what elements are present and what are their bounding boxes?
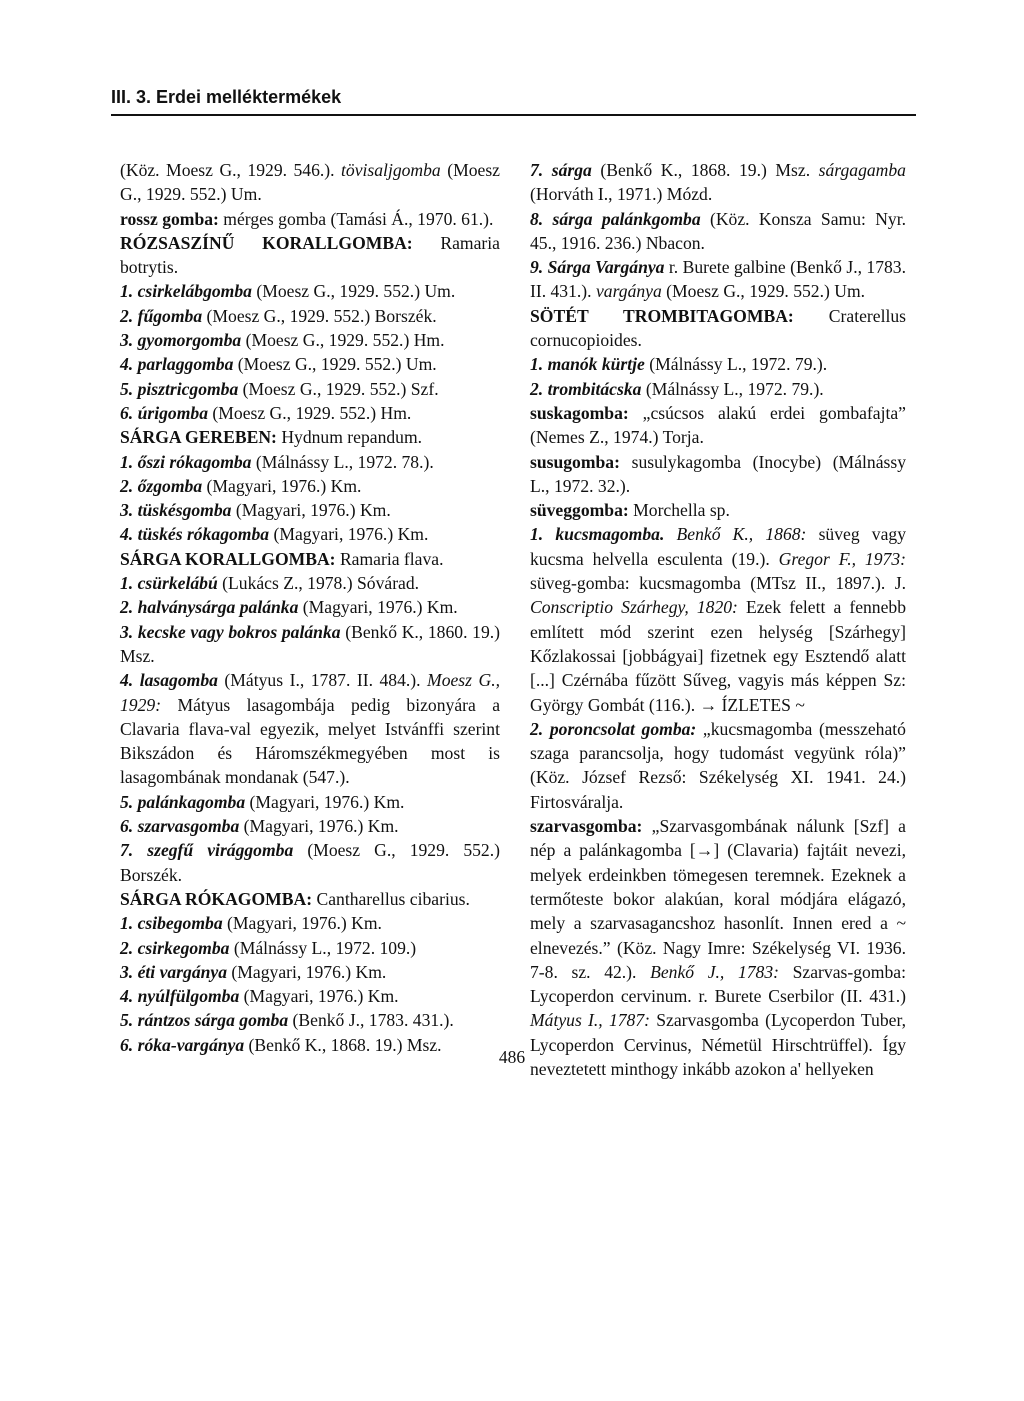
entry-paragraph: 1. manók kürtje (Málnássy L., 1972. 79.).: [530, 354, 828, 375]
entry-paragraph: 1. csibegomba (Magyari, 1976.) Km.: [120, 913, 382, 934]
right-column: [530, 158, 906, 1081]
entry-paragraph: RÓZSASZÍNŰ KORALLGOMBA: Ramaria botrytis.: [120, 232, 500, 278]
entry-paragraph: 2. poroncsolat gomba: „kucsmagomba (messzeható szaga parancsolja, hogy tudomást vegyünk róla)” (Köz. József Rezső: Székelység XI. 1941. 24.) Firtosváralja.: [530, 718, 906, 812]
entry-paragraph: 5. pisztricgomba (Moesz G., 1929. 552.) Szf.: [120, 378, 439, 399]
entry-paragraph: 2. halványsárga palánka (Magyari, 1976.) Km.: [120, 597, 458, 618]
entry-paragraph: szarvasgomba: „Szarvasgombának nálunk [Szf] a nép a palánkagomba [→] (Clavaria) fajtáit nevezi, melyek erdeinkben tömegesen teremnek. Ezeknek a termőteste bokor alakúan, koral módjára elágazó, mely a szarvasagancshoz hasonlít. Innen ered a ~ elnevezés.” (Köz. Nagy Imre: Székelység VI. 1936. 7-8. sz. 42.). Benkő J., 1783: Szarvas-gomba: Lycoperdon cervinum. r. Burete Cserbilor (II. 431.) Mátyus I., 1787: Szarvasgomba (Lycoperdon Tuber, Lycoperdon Cervinus, Németül Hirschtrüffel). Így neveztetett minthogy inkább azokon a' hellyeken: [530, 816, 907, 1079]
entry-paragraph: 1. őszi rókagomba (Málnássy L., 1972. 78.).: [120, 451, 434, 472]
entry-paragraph: 6. szarvasgomba (Magyari, 1976.) Km.: [120, 816, 399, 837]
entry-paragraph: 5. rántzos sárga gomba (Benkő J., 1783. 431.).: [120, 1010, 454, 1031]
entry-paragraph: SÁRGA GEREBEN: Hydnum repandum.: [120, 427, 423, 448]
entry-paragraph: (Köz. Moesz G., 1929. 546.). tövisaljgomba (Moesz G., 1929. 552.) Um.: [120, 160, 500, 205]
entry-paragraph: 2. csirkegomba (Málnássy L., 1972. 109.): [120, 937, 417, 958]
entry-paragraph: 3. tüskésgomba (Magyari, 1976.) Km.: [120, 500, 391, 521]
entry-paragraph: 3. gyomorgomba (Moesz G., 1929. 552.) Hm.: [120, 330, 445, 351]
entry-paragraph: süveggomba: Morchella sp.: [530, 500, 730, 521]
entry-paragraph: 8. sárga palánkgomba (Köz. Konsza Samu: Nyr. 45., 1916. 236.) Nbacon.: [530, 208, 907, 253]
entry-paragraph: 3. éti vargánya (Magyari, 1976.) Km.: [120, 961, 387, 982]
entry-paragraph: 1. kucsmagomba. Benkő K., 1868: süveg vagy kucsma helvella esculenta (19.). Gregor F., 1973: süveg-gomba: kucsmagomba (MTsz II., 1897.). J. Conscriptio Szárhegy, 1820: Ezek felett a fennebb említett mód szerint ezen helység [Szárhegy] Kőzlakossai [jobbágyai] fizetnek egy Esztendő alatt [...] Czérnába fűzött Sűveg, vagyis más képpen Sz: György Gombát (116.). → ÍZLETES ~: [530, 524, 906, 715]
entry-paragraph: 6. úrigomba (Moesz G., 1929. 552.) Hm.: [120, 402, 412, 423]
entry-paragraph: 1. csirkelábgomba (Moesz G., 1929. 552.) Um.: [120, 281, 456, 302]
entry-paragraph: 3. kecske vagy bokros palánka (Benkő K., 1860. 19.) Msz.: [120, 621, 500, 666]
header-rule: [111, 114, 916, 116]
entry-paragraph: SÁRGA RÓKAGOMBA: Cantharellus cibarius.: [120, 888, 470, 909]
entry-paragraph: 7. szegfű virággomba (Moesz G., 1929. 552.) Borszék.: [120, 840, 500, 885]
entry-paragraph: 5. palánkagomba (Magyari, 1976.) Km.: [120, 791, 405, 812]
entry-paragraph: 9. Sárga Vargánya r. Burete galbine (Benkő J., 1783. II. 431.). vargánya (Moesz G., 1929. 552.) Um.: [530, 257, 906, 302]
entry-paragraph: 2. trombitácska (Málnássy L., 1972. 79.).: [530, 378, 824, 399]
entry-paragraph: 2. őzgomba (Magyari, 1976.) Km.: [120, 475, 362, 496]
entry-paragraph: 6. róka-vargánya (Benkő K., 1868. 19.) Msz.: [120, 1034, 442, 1055]
entry-paragraph: SÁRGA KORALLGOMBA: Ramaria flava.: [120, 548, 444, 569]
entry-paragraph: 4. parlaggomba (Moesz G., 1929. 552.) Um.: [120, 354, 437, 375]
entry-paragraph: suskagomba: „csúcsos alakú erdei gombafajta” (Nemes Z., 1974.) Torja.: [530, 402, 906, 448]
entry-paragraph: susugomba: susulykagomba (Inocybe) (Málnássy L., 1972. 32.).: [530, 451, 906, 496]
page-number: 486: [498, 1047, 526, 1067]
entry-paragraph: rossz gomba: mérges gomba (Tamási Á., 1970. 61.).: [120, 208, 494, 229]
entry-paragraph: 4. nyúlfülgomba (Magyari, 1976.) Km.: [120, 986, 399, 1007]
entry-paragraph: 7. sárga (Benkő K., 1868. 19.) Msz. sárgagamba (Horváth I., 1971.) Mózd.: [530, 160, 906, 205]
running-header: [111, 86, 916, 116]
entry-paragraph: 4. lasagomba (Mátyus I., 1787. II. 484.). Moesz G., 1929: Mátyus lasagombája pedig bizonyára a Clavaria flava-val egyezik, melyet Istvánffi szerint Bikszádon és Háromszékmegyében most is lasagombának mondanak (547.).: [120, 670, 501, 788]
entry-paragraph: 2. fűgomba (Moesz G., 1929. 552.) Borszék.: [120, 305, 437, 326]
section-title: III. 3. Erdei melléktermékek: [111, 87, 342, 107]
entry-paragraph: SÖTÉT TROMBITAGOMBA: Craterellus cornucopioides.: [530, 305, 906, 351]
entry-paragraph: 4. tüskés rókagomba (Magyari, 1976.) Km.: [120, 524, 429, 545]
entry-paragraph: 1. csürkelábú (Lukács Z., 1978.) Sóvárad.: [120, 573, 420, 594]
left-column: [120, 158, 500, 1057]
